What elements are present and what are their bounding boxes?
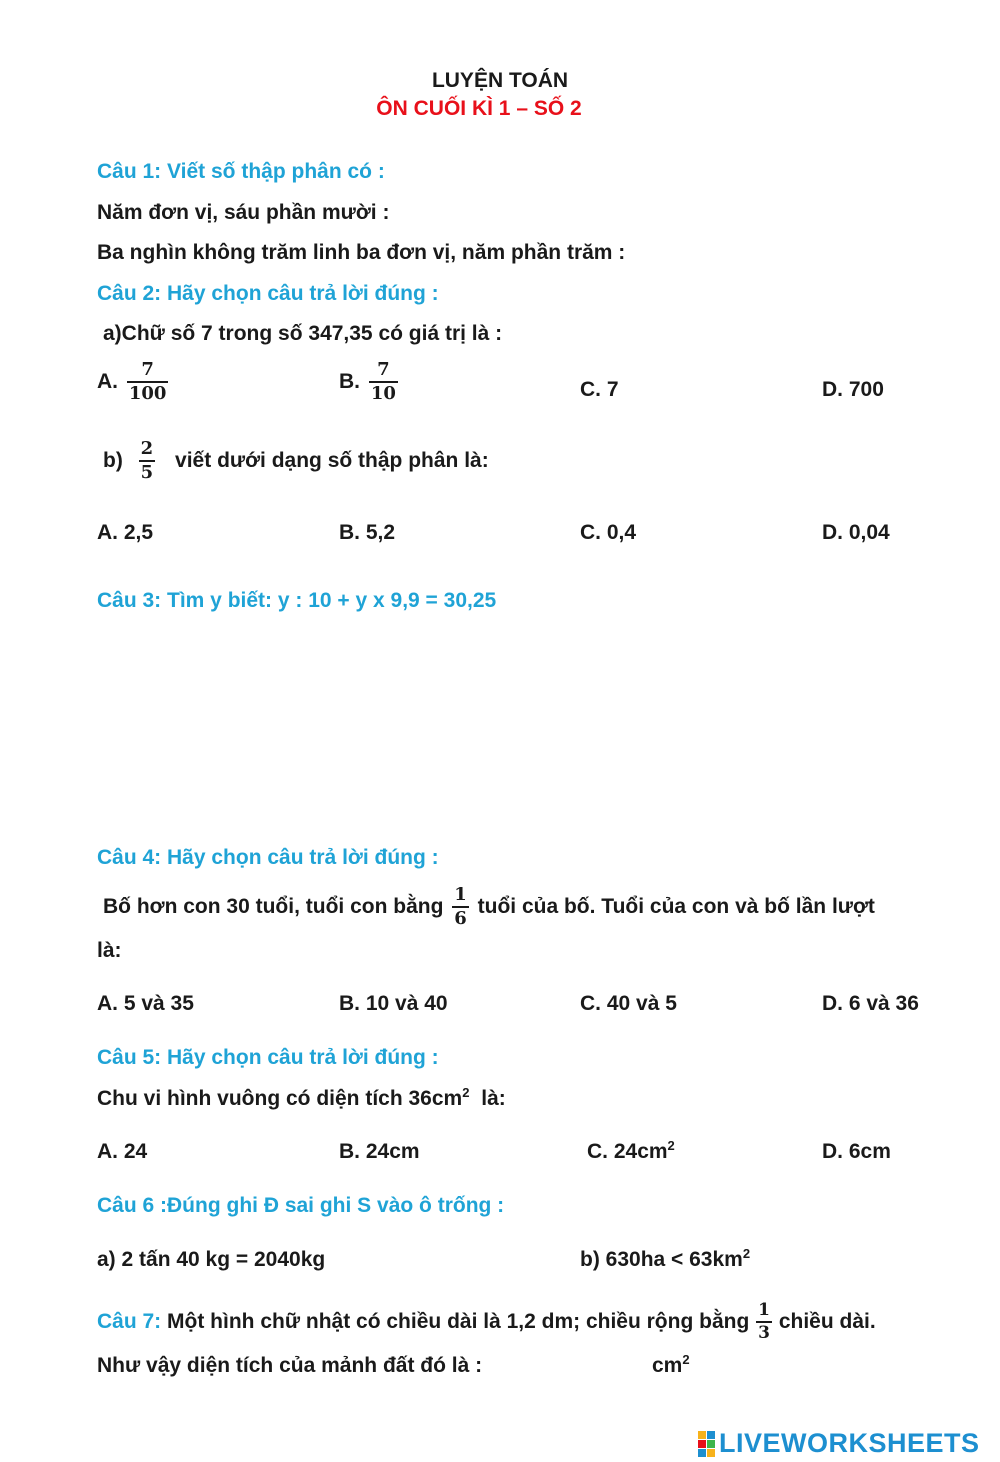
q6-heading: Câu 6 :Đúng ghi Đ sai ghi S vào ô trống :: [97, 1194, 505, 1217]
fraction-1-3: [756, 1302, 772, 1343]
option-label: A.: [97, 369, 118, 393]
q2a-option-b[interactable]: [339, 361, 401, 404]
unit-text: cm: [652, 1354, 683, 1377]
q4-option-a[interactable]: A. 5 và 35: [97, 992, 194, 1015]
q4-option-c[interactable]: C. 40 và 5: [580, 992, 677, 1015]
q2a-question: a)Chữ số 7 trong số 347,35 có giá trị là :: [103, 322, 503, 345]
fraction-denominator: 10: [370, 382, 396, 404]
fraction-denominator: 100: [128, 382, 167, 404]
q2b-prefix: b): [103, 448, 123, 472]
q4-question: [103, 886, 875, 929]
fraction-7-10: [369, 361, 398, 404]
page-subtitle: ÔN CUỐI KÌ 1 – SỐ 2: [376, 97, 582, 120]
q5-question: [97, 1086, 506, 1111]
superscript: 2: [682, 1352, 690, 1367]
superscript: 2: [742, 1246, 751, 1261]
q3-heading: Câu 3: Tìm y biết: y : 10 + y x 9,9 = 30,25: [97, 589, 497, 612]
q4-option-b[interactable]: B. 10 và 40: [339, 992, 448, 1015]
option-label: B.: [339, 369, 360, 393]
q1-line-2: Ba nghìn không trăm linh ba đơn vị, năm phần trăm :: [97, 241, 626, 264]
q4-heading: Câu 4: Hãy chọn câu trả lời đúng :: [97, 846, 439, 869]
logo-icon: [698, 1431, 715, 1457]
q4-text-line-2: là:: [97, 939, 122, 962]
fraction-1-6: [452, 886, 469, 929]
q5-option-a[interactable]: A. 24: [97, 1140, 148, 1163]
q7-unit: [652, 1353, 690, 1378]
q2b-option-b[interactable]: B. 5,2: [339, 521, 396, 544]
fraction-7-100: [127, 361, 169, 404]
brand-name: LIVEWORKSHEETS: [719, 1428, 980, 1458]
q7-label: Câu 7:: [97, 1309, 162, 1333]
fraction-2-5: [139, 440, 156, 483]
q5-text-before: Chu vi hình vuông có diện tích 36cm: [97, 1087, 463, 1110]
option-text: C. 24cm: [587, 1140, 668, 1163]
q5-heading: Câu 5: Hãy chọn câu trả lời đúng :: [97, 1046, 439, 1069]
q1-line-1: Năm đơn vị, sáu phần mười :: [97, 201, 390, 224]
q7-text-after: chiều dài.: [778, 1309, 876, 1333]
q5-text-after: là:: [481, 1087, 506, 1110]
q6-statement-b: [580, 1247, 750, 1272]
fraction-denominator: 3: [758, 1322, 770, 1343]
q2b-question: [103, 440, 489, 483]
fraction-denominator: 6: [454, 907, 467, 929]
q2a-option-d[interactable]: D. 700: [822, 378, 884, 401]
q7-line-2: Như vậy diện tích của mảnh đất đó là :: [97, 1354, 483, 1377]
q4-text-before: Bố hơn con 30 tuổi, tuổi con bằng: [103, 894, 444, 918]
statement-text: b) 630ha < 63km: [580, 1248, 743, 1271]
q5-option-c[interactable]: [587, 1139, 675, 1164]
q6-statement-a: a) 2 tấn 40 kg = 2040kg: [97, 1248, 326, 1271]
fraction-denominator: 5: [140, 461, 154, 483]
q2b-option-a[interactable]: A. 2,5: [97, 521, 154, 544]
fraction-numerator: 7: [141, 359, 154, 380]
q7-question: [97, 1302, 876, 1343]
q7-text-before: Một hình chữ nhật có chiều dài là 1,2 dm; chiều rộng bằng: [167, 1309, 750, 1333]
liveworksheets-logo: [698, 1428, 980, 1459]
q4-text-after: tuổi của bố. Tuổi của con và bố lần lượt: [477, 894, 875, 918]
page-title: LUYỆN TOÁN: [431, 69, 569, 92]
q2b-text: viết dưới dạng số thập phân là:: [175, 448, 489, 472]
q5-option-d[interactable]: D. 6cm: [822, 1140, 891, 1163]
q4-option-d[interactable]: D. 6 và 36: [822, 992, 919, 1015]
q5-option-b[interactable]: B. 24cm: [339, 1140, 420, 1163]
q2b-option-d[interactable]: D. 0,04: [822, 521, 890, 544]
superscript: 2: [462, 1085, 470, 1100]
fraction-numerator: 1: [758, 1300, 770, 1320]
fraction-numerator: 2: [140, 438, 154, 459]
fraction-numerator: 1: [454, 884, 467, 905]
q2b-option-c[interactable]: C. 0,4: [580, 521, 637, 544]
superscript: 2: [667, 1138, 675, 1153]
q2-heading: Câu 2: Hãy chọn câu trả lời đúng :: [97, 282, 439, 305]
q1-heading: Câu 1: Viết số thập phân có :: [97, 160, 385, 183]
q2a-option-c[interactable]: C. 7: [580, 378, 619, 401]
q2a-option-a[interactable]: [97, 361, 171, 404]
fraction-numerator: 7: [377, 359, 390, 380]
